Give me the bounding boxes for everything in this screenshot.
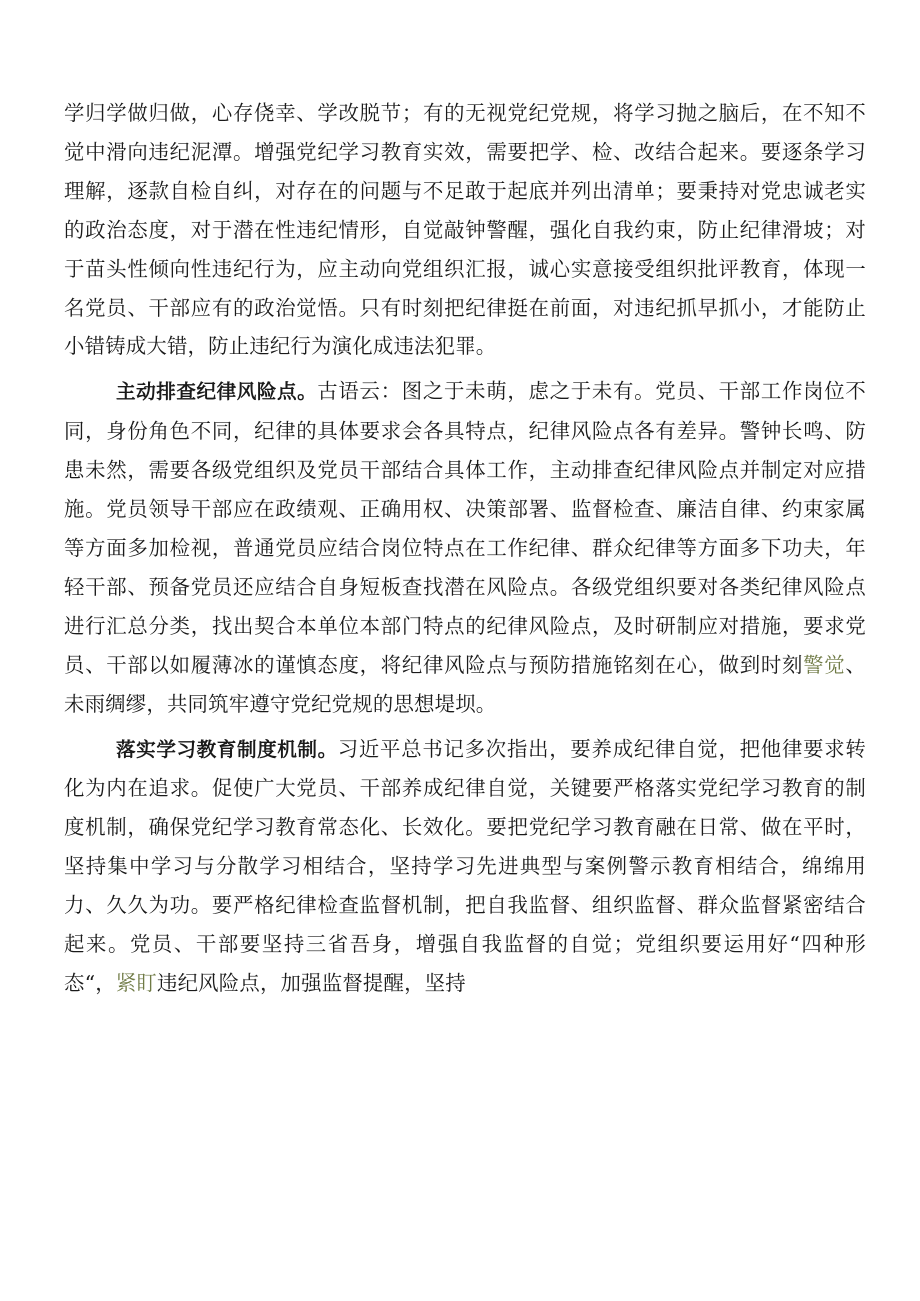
paragraph-text: 、未雨绸缪，共同筑牢遵守党纪党规的思想堤坝。 <box>64 652 867 716</box>
paragraph-continuation <box>64 94 866 366</box>
paragraph-heading: 落实学习教育制度机制。 <box>116 737 338 761</box>
paragraph-education-mechanism <box>64 730 866 1003</box>
document-page <box>64 94 866 1003</box>
highlighted-text: 紧盯 <box>115 970 157 995</box>
highlighted-text: 警觉 <box>803 652 846 677</box>
paragraph-risk-points <box>64 372 866 723</box>
paragraph-text: 习近平总书记多次指出，要养成纪律自觉，把他律要求转化为内在追求。促使广大党员、干部养成纪律自觉，关键要严格落实党纪学习教育的制度机制，确保党纪学习教育常态化、长效化。要把党纪学习教育融在日常、做在平时，坚持集中学习与分散学习相结合，坚持学习先进典型与案例警示教育相结合，绵绵用力、久久为功。要严格纪律检查监督机制，把自我监督、组织监督、群众监督紧密结合起来。党员、干部要坚持三省吾身，增强自我监督的自觉；党组织要运用好“四种形态“， <box>64 736 866 995</box>
paragraph-text: 学归学做归做，心存侥幸、学改脱节；有的无视党纪党规，将学习抛之脑后，在不知不觉中滑向违纪泥潭。增强党纪学习教育实效，需要把学、检、改结合起来。要逐条学习理解，逐款自检自纠，对存在的问题与不足敢于起底并列出清单；要秉持对党忠诚老实的政治态度，对于潜在性违纪情形，自觉敲钟警醒，强化自我约束，防止纪律滑坡；对于苗头性倾向性违纪行为，应主动向党组织汇报，诚心实意接受组织批评教育，体现一名党员、干部应有的政治觉悟。只有时刻把纪律挺在前面，对违纪抓早抓小，才能防止小错铸成大错，防止违纪行为演化成违法犯罪。 <box>64 101 866 359</box>
paragraph-heading: 主动排查纪律风险点。 <box>116 380 318 404</box>
paragraph-text: 古语云：图之于未萌，虑之于未有。党员、干部工作岗位不同，身份角色不同，纪律的具体要求会各具特点，纪律风险点各有差异。警钟长鸣、防患未然，需要各级党组织及党员干部结合具体工作，主动排查纪律风险点并制定对应措施。党员领导干部应在政绩观、正确用权、决策部署、监督检查、廉洁自律、约束家属等方面多加检视，普通党员应结合岗位特点在工作纪律、群众纪律等方面多下功夫，年轻干部、预备党员还应结合自身短板查找潜在风险点。各级党组织要对各类纪律风险点进行汇总分类，找出契合本单位本部门特点的纪律风险点，及时研制应对措施，要求党员、干部以如履薄冰的谨慎态度，将纪律风险点与预防措施铭刻在心，做到时刻 <box>64 379 866 677</box>
paragraph-text: 违纪风险点，加强监督提醒，坚持 <box>157 970 466 995</box>
